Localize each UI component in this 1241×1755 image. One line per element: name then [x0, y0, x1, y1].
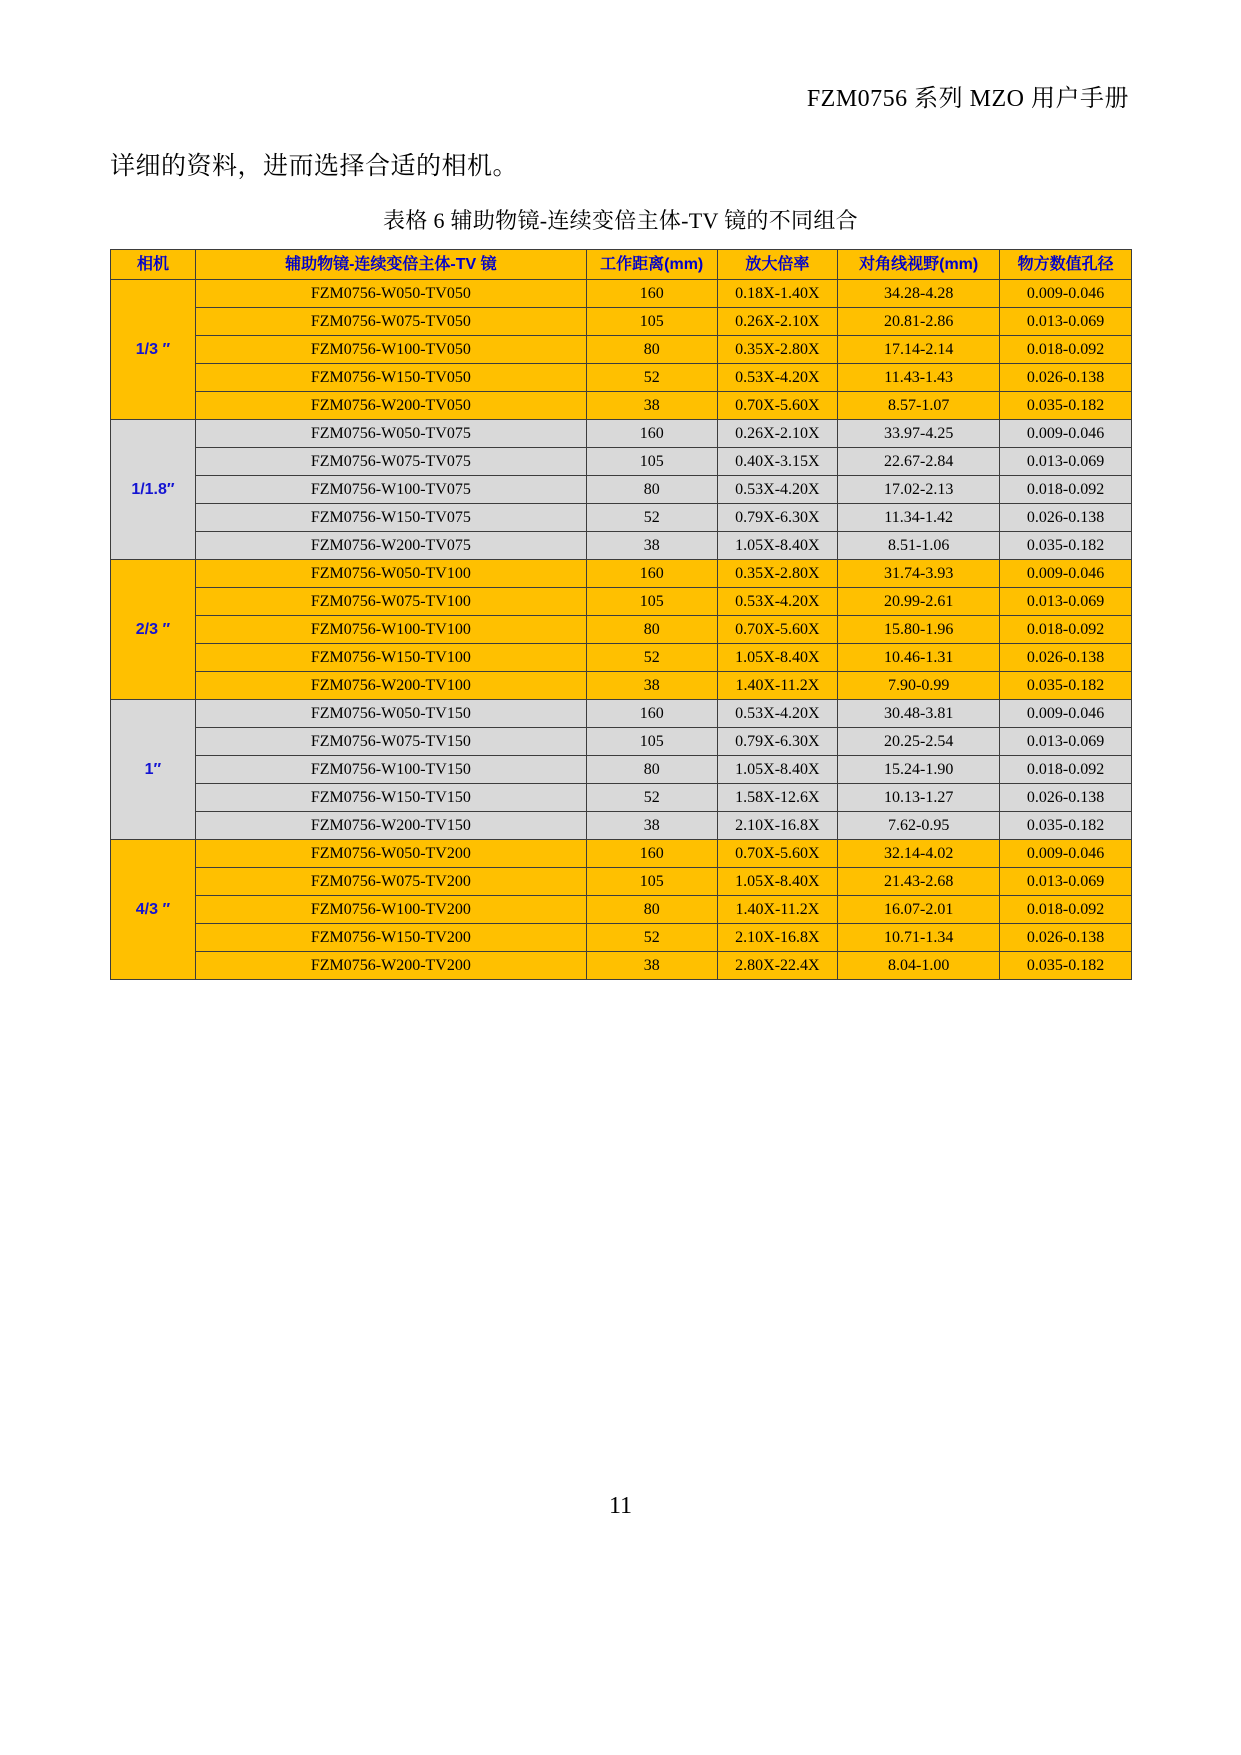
diagonal-fov-cell: 8.51-1.06	[838, 532, 1000, 560]
magnification-cell: 1.58X-12.6X	[717, 784, 838, 812]
column-header-magnification: 放大倍率	[717, 250, 838, 280]
column-header-diagonal-fov: 对角线视野(mm)	[838, 250, 1000, 280]
diagonal-fov-cell: 20.25-2.54	[838, 728, 1000, 756]
model-cell: FZM0756-W100-TV150	[195, 756, 586, 784]
table-row	[111, 504, 1132, 532]
model-cell: FZM0756-W100-TV050	[195, 336, 586, 364]
diagonal-fov-cell: 10.46-1.31	[838, 644, 1000, 672]
working-distance-cell: 105	[586, 308, 717, 336]
magnification-cell: 0.53X-4.20X	[717, 700, 838, 728]
combination-table-wrapper	[110, 249, 1132, 980]
diagonal-fov-cell: 17.14-2.14	[838, 336, 1000, 364]
magnification-cell: 0.79X-6.30X	[717, 504, 838, 532]
model-cell: FZM0756-W200-TV075	[195, 532, 586, 560]
table-row	[111, 364, 1132, 392]
model-cell: FZM0756-W100-TV200	[195, 896, 586, 924]
magnification-cell: 0.70X-5.60X	[717, 392, 838, 420]
diagonal-fov-cell: 15.80-1.96	[838, 616, 1000, 644]
table-caption: 表格 6 辅助物镜-连续变倍主体-TV 镜的不同组合	[383, 208, 858, 233]
object-na-cell: 0.026-0.138	[1000, 784, 1132, 812]
magnification-cell: 0.70X-5.60X	[717, 840, 838, 868]
magnification-cell: 2.10X-16.8X	[717, 924, 838, 952]
working-distance-cell: 38	[586, 812, 717, 840]
diagonal-fov-cell: 22.67-2.84	[838, 448, 1000, 476]
diagonal-fov-cell: 7.62-0.95	[838, 812, 1000, 840]
table-row	[111, 756, 1132, 784]
table-row	[111, 448, 1132, 476]
camera-group-cell: 1″	[111, 700, 196, 840]
model-cell: FZM0756-W150-TV050	[195, 364, 586, 392]
object-na-cell: 0.035-0.182	[1000, 952, 1132, 980]
object-na-cell: 0.026-0.138	[1000, 504, 1132, 532]
page-number: 11	[608, 1493, 633, 1519]
table-row	[111, 588, 1132, 616]
working-distance-cell: 160	[586, 560, 717, 588]
object-na-cell: 0.035-0.182	[1000, 672, 1132, 700]
magnification-cell: 1.05X-8.40X	[717, 644, 838, 672]
magnification-cell: 1.40X-11.2X	[717, 896, 838, 924]
camera-group-cell: 1/1.8″	[111, 420, 196, 560]
magnification-cell: 2.80X-22.4X	[717, 952, 838, 980]
model-cell: FZM0756-W100-TV075	[195, 476, 586, 504]
model-cell: FZM0756-W200-TV150	[195, 812, 586, 840]
object-na-cell: 0.026-0.138	[1000, 924, 1132, 952]
diagonal-fov-cell: 15.24-1.90	[838, 756, 1000, 784]
diagonal-fov-cell: 8.57-1.07	[838, 392, 1000, 420]
diagonal-fov-cell: 20.81-2.86	[838, 308, 1000, 336]
table-row	[111, 280, 1132, 308]
object-na-cell: 0.018-0.092	[1000, 616, 1132, 644]
table-body	[111, 280, 1132, 980]
object-na-cell: 0.018-0.092	[1000, 896, 1132, 924]
object-na-cell: 0.013-0.069	[1000, 588, 1132, 616]
working-distance-cell: 80	[586, 756, 717, 784]
working-distance-cell: 160	[586, 420, 717, 448]
object-na-cell: 0.018-0.092	[1000, 476, 1132, 504]
diagonal-fov-cell: 31.74-3.93	[838, 560, 1000, 588]
diagonal-fov-cell: 8.04-1.00	[838, 952, 1000, 980]
table-row	[111, 476, 1132, 504]
column-header-working-distance: 工作距离(mm)	[586, 250, 717, 280]
model-cell: FZM0756-W100-TV100	[195, 616, 586, 644]
combination-table	[110, 249, 1132, 980]
object-na-cell: 0.035-0.182	[1000, 532, 1132, 560]
object-na-cell: 0.026-0.138	[1000, 364, 1132, 392]
diagonal-fov-cell: 32.14-4.02	[838, 840, 1000, 868]
model-cell: FZM0756-W200-TV100	[195, 672, 586, 700]
object-na-cell: 0.009-0.046	[1000, 280, 1132, 308]
table-row	[111, 532, 1132, 560]
magnification-cell: 0.18X-1.40X	[717, 280, 838, 308]
table-row	[111, 392, 1132, 420]
table-row	[111, 812, 1132, 840]
object-na-cell: 0.035-0.182	[1000, 392, 1132, 420]
model-cell: FZM0756-W050-TV200	[195, 840, 586, 868]
model-cell: FZM0756-W050-TV075	[195, 420, 586, 448]
working-distance-cell: 52	[586, 924, 717, 952]
magnification-cell: 0.40X-3.15X	[717, 448, 838, 476]
magnification-cell: 0.35X-2.80X	[717, 560, 838, 588]
magnification-cell: 0.26X-2.10X	[717, 420, 838, 448]
working-distance-cell: 52	[586, 504, 717, 532]
object-na-cell: 0.013-0.069	[1000, 728, 1132, 756]
table-row	[111, 896, 1132, 924]
model-cell: FZM0756-W050-TV150	[195, 700, 586, 728]
table-header	[111, 250, 1132, 280]
working-distance-cell: 160	[586, 280, 717, 308]
object-na-cell: 0.009-0.046	[1000, 560, 1132, 588]
magnification-cell: 2.10X-16.8X	[717, 812, 838, 840]
table-row	[111, 924, 1132, 952]
body-paragraph: 详细的资料，进而选择合适的相机。	[110, 153, 519, 180]
working-distance-cell: 105	[586, 448, 717, 476]
diagonal-fov-cell: 10.71-1.34	[838, 924, 1000, 952]
magnification-cell: 0.70X-5.60X	[717, 616, 838, 644]
column-header-object-na: 物方数值孔径	[1000, 250, 1132, 280]
object-na-cell: 0.013-0.069	[1000, 448, 1132, 476]
diagonal-fov-cell: 33.97-4.25	[838, 420, 1000, 448]
working-distance-cell: 160	[586, 840, 717, 868]
diagonal-fov-cell: 21.43-2.68	[838, 868, 1000, 896]
model-cell: FZM0756-W050-TV100	[195, 560, 586, 588]
model-cell: FZM0756-W075-TV100	[195, 588, 586, 616]
model-cell: FZM0756-W075-TV075	[195, 448, 586, 476]
working-distance-cell: 80	[586, 336, 717, 364]
table-header-row	[111, 250, 1132, 280]
magnification-cell: 1.05X-8.40X	[717, 868, 838, 896]
working-distance-cell: 105	[586, 868, 717, 896]
working-distance-cell: 80	[586, 896, 717, 924]
table-row	[111, 840, 1132, 868]
model-cell: FZM0756-W150-TV100	[195, 644, 586, 672]
camera-group-cell: 4/3 ″	[111, 840, 196, 980]
table-row	[111, 728, 1132, 756]
model-cell: FZM0756-W075-TV150	[195, 728, 586, 756]
table-row	[111, 868, 1132, 896]
model-cell: FZM0756-W200-TV200	[195, 952, 586, 980]
object-na-cell: 0.018-0.092	[1000, 756, 1132, 784]
working-distance-cell: 80	[586, 616, 717, 644]
magnification-cell: 1.40X-11.2X	[717, 672, 838, 700]
model-cell: FZM0756-W150-TV075	[195, 504, 586, 532]
column-header-camera: 相机	[111, 250, 196, 280]
magnification-cell: 0.53X-4.20X	[717, 364, 838, 392]
table-row	[111, 644, 1132, 672]
working-distance-cell: 52	[586, 784, 717, 812]
camera-group-cell: 1/3 ″	[111, 280, 196, 420]
working-distance-cell: 80	[586, 476, 717, 504]
diagonal-fov-cell: 7.90-0.99	[838, 672, 1000, 700]
working-distance-cell: 38	[586, 392, 717, 420]
camera-group-cell: 2/3 ″	[111, 560, 196, 700]
diagonal-fov-cell: 11.43-1.43	[838, 364, 1000, 392]
magnification-cell: 0.79X-6.30X	[717, 728, 838, 756]
table-row	[111, 420, 1132, 448]
table-row	[111, 784, 1132, 812]
table-row	[111, 308, 1132, 336]
diagonal-fov-cell: 30.48-3.81	[838, 700, 1000, 728]
working-distance-cell: 52	[586, 364, 717, 392]
object-na-cell: 0.009-0.046	[1000, 840, 1132, 868]
magnification-cell: 1.05X-8.40X	[717, 532, 838, 560]
model-cell: FZM0756-W050-TV050	[195, 280, 586, 308]
magnification-cell: 1.05X-8.40X	[717, 756, 838, 784]
running-header: FZM0756 系列 MZO 用户手册	[806, 86, 1129, 112]
working-distance-cell: 38	[586, 952, 717, 980]
magnification-cell: 0.53X-4.20X	[717, 476, 838, 504]
object-na-cell: 0.009-0.046	[1000, 420, 1132, 448]
working-distance-cell: 38	[586, 532, 717, 560]
table-row	[111, 672, 1132, 700]
model-cell: FZM0756-W075-TV200	[195, 868, 586, 896]
working-distance-cell: 38	[586, 672, 717, 700]
object-na-cell: 0.009-0.046	[1000, 700, 1132, 728]
table-row	[111, 560, 1132, 588]
model-cell: FZM0756-W150-TV150	[195, 784, 586, 812]
diagonal-fov-cell: 11.34-1.42	[838, 504, 1000, 532]
diagonal-fov-cell: 16.07-2.01	[838, 896, 1000, 924]
diagonal-fov-cell: 17.02-2.13	[838, 476, 1000, 504]
object-na-cell: 0.026-0.138	[1000, 644, 1132, 672]
working-distance-cell: 105	[586, 588, 717, 616]
table-row	[111, 336, 1132, 364]
diagonal-fov-cell: 34.28-4.28	[838, 280, 1000, 308]
diagonal-fov-cell: 20.99-2.61	[838, 588, 1000, 616]
magnification-cell: 0.26X-2.10X	[717, 308, 838, 336]
column-header-model: 辅助物镜-连续变倍主体-TV 镜	[195, 250, 586, 280]
diagonal-fov-cell: 10.13-1.27	[838, 784, 1000, 812]
object-na-cell: 0.018-0.092	[1000, 336, 1132, 364]
magnification-cell: 0.53X-4.20X	[717, 588, 838, 616]
object-na-cell: 0.013-0.069	[1000, 868, 1132, 896]
object-na-cell: 0.013-0.069	[1000, 308, 1132, 336]
object-na-cell: 0.035-0.182	[1000, 812, 1132, 840]
table-row	[111, 700, 1132, 728]
working-distance-cell: 105	[586, 728, 717, 756]
model-cell: FZM0756-W150-TV200	[195, 924, 586, 952]
table-row	[111, 616, 1132, 644]
working-distance-cell: 160	[586, 700, 717, 728]
magnification-cell: 0.35X-2.80X	[717, 336, 838, 364]
working-distance-cell: 52	[586, 644, 717, 672]
table-row	[111, 952, 1132, 980]
model-cell: FZM0756-W200-TV050	[195, 392, 586, 420]
model-cell: FZM0756-W075-TV050	[195, 308, 586, 336]
